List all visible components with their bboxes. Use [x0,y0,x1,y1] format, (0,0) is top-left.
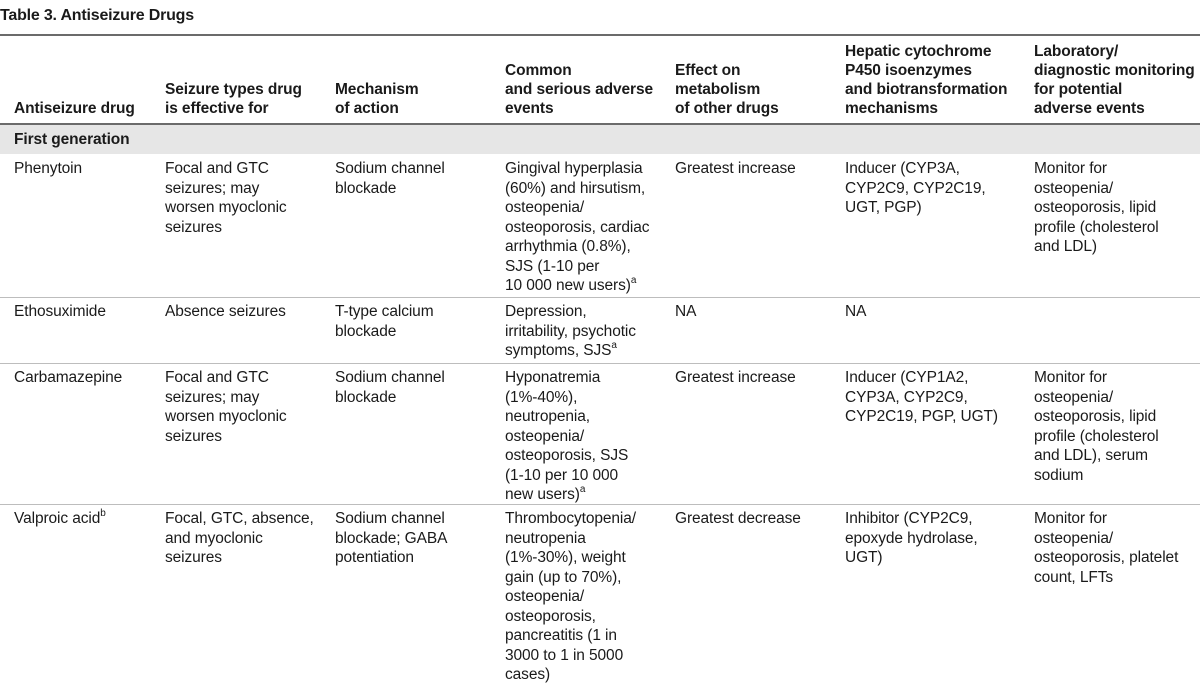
cell-line [14,509,106,529]
adverse-events-cell [505,302,636,361]
metabolism-effect-cell [675,368,796,388]
column-header [335,80,419,118]
seizure-types-cell [165,509,314,568]
cell-text: blockade; GABA [335,529,448,547]
cell-text: osteopenia/ [1034,388,1114,406]
cell-text: CYP3A, CYP2C9, [845,388,968,406]
cell-text: Greatest increase [675,369,796,386]
table-caption: Table 3. Antiseizure Drugs [0,7,194,24]
cell-line [165,218,287,238]
cell-text: Inhibitor (CYP2C9, [845,510,973,527]
cell-line [1034,548,1178,568]
cell-line [505,626,636,646]
cell-line [505,485,628,505]
cell-line [1034,218,1159,238]
footnote-marker: a [579,483,586,495]
cell-line [505,466,628,486]
cell-text: Monitor for [1034,160,1107,177]
cell-line [845,198,986,218]
cell-text: osteopenia/ [1034,179,1114,197]
adverse-events-cell [505,159,649,296]
cell-text: cases) [505,666,551,683]
footnote-marker: b [100,507,106,519]
cell-line [845,368,998,388]
cell-line [165,407,287,427]
cell-text: seizures [165,218,222,236]
cell-text: worsen myoclonic [165,199,287,216]
cell-line [675,509,801,529]
cell-text: Focal and GTC [165,369,269,386]
column-header-line: of other drugs [675,100,779,117]
cell-line [505,237,649,257]
adverse-events-cell [505,368,628,505]
cell-line [335,179,445,199]
cell-text: profile (cholesterol [1034,218,1159,236]
cell-text: Sodium channel [335,369,445,386]
cell-line [165,529,314,549]
column-header-line: Effect on [675,62,741,79]
cell-line [505,276,649,296]
cell-text: CYP2C19, PGP, UGT) [845,408,998,425]
column-header-line: Mechanism [335,81,419,98]
row-divider [0,297,1200,298]
cell-text: irritability, psychotic [505,322,636,340]
cell-text: osteopenia/ [1034,529,1114,547]
cell-line [1034,159,1159,179]
cell-line [505,446,628,466]
seizure-types-cell [165,368,287,446]
cell-text: (1-10 per 10 000 [505,466,619,484]
cell-text: CYP2C9, CYP2C19, [845,179,986,197]
cell-text: Valproic acid [14,510,101,527]
cell-text: Monitor for [1034,369,1107,386]
cell-line [335,159,445,179]
cell-text: blockade [335,388,397,406]
cell-text: epoxyde hydrolase, [845,529,978,547]
cell-line [165,198,287,218]
column-header-line: Antiseizure drug [14,100,135,117]
cell-line [505,179,649,199]
cell-line [675,159,796,179]
cell-line [505,407,628,427]
cell-text: osteoporosis, SJS [505,447,629,464]
cell-text: SJS (1-10 per [505,257,600,275]
cell-line [165,302,286,322]
cell-line [1034,407,1159,427]
column-header-line: and serious adverse [505,81,654,98]
cell-line [1034,237,1159,257]
cell-text: and LDL), serum [1034,447,1148,464]
cell-text: UGT, PGP) [845,199,922,216]
lab-monitoring-cell [1034,368,1159,485]
cell-line [845,509,978,529]
cell-text: osteoporosis, [505,607,596,625]
cell-line [505,368,628,388]
cell-line [675,302,696,322]
cell-text: Carbamazepine [14,369,123,386]
cyp450-cell [845,159,986,218]
cell-line [165,509,314,529]
cell-text: and myoclonic [165,529,263,547]
column-header-line: metabolism [675,81,761,98]
cell-line [1034,509,1178,529]
column-header-line: is effective for [165,100,269,117]
row-divider [0,363,1200,364]
cell-text: potentiation [335,549,414,566]
cell-text: seizures [165,549,222,566]
cell-line [675,368,796,388]
cell-line [505,198,649,218]
cell-line [1034,568,1178,588]
mechanism-cell [335,159,445,198]
cell-text: osteopenia/ [505,427,585,445]
cell-text: NA [675,303,697,320]
cell-text: seizures; may [165,179,260,197]
cell-line [505,388,628,408]
cell-text: UGT) [845,549,883,566]
section-label: First generation [14,131,130,148]
seizure-types-cell [165,159,287,237]
cell-line [845,407,998,427]
column-header [845,42,1007,118]
cell-text: Inducer (CYP3A, [845,160,960,177]
cell-text: blockade [335,322,397,340]
cell-line [1034,179,1159,199]
drug-cell [14,302,106,322]
column-header [1034,42,1195,118]
cell-text: osteopenia/ [505,199,585,216]
column-header [505,61,653,118]
metabolism-effect-cell [675,159,796,179]
cell-line [845,548,978,568]
column-header-line: Hepatic cytochrome [845,43,992,60]
cell-text: and LDL) [1034,238,1097,255]
cell-text: neutropenia [505,529,586,547]
adverse-events-cell [505,509,636,685]
drug-cell [14,509,106,529]
cell-line [165,388,287,408]
cell-line [845,159,986,179]
cell-line [165,548,314,568]
cell-text: osteopenia/ [505,588,585,605]
cell-line [335,548,447,568]
cell-line [505,587,636,607]
cell-text: Gingival hyperplasia [505,160,643,177]
cell-line [1034,446,1159,466]
cell-line [505,427,628,447]
column-header [14,99,135,118]
column-header-line: adverse events [1034,100,1145,117]
cell-text: Greatest decrease [675,510,801,527]
cell-text: osteoporosis, cardiac [505,218,650,236]
cell-text: seizures; may [165,388,260,406]
cyp450-cell [845,368,998,427]
cell-text: neutropenia, [505,408,590,425]
cell-line [165,427,287,447]
lab-monitoring-cell [1034,509,1178,587]
cell-line [845,529,978,549]
column-header-line: P450 isoenzymes [845,62,972,79]
cell-text: Sodium channel [335,510,445,527]
cell-text: Hyponatremia [505,369,601,386]
column-header-line: and biotransformation [845,81,1008,98]
column-header [165,80,302,118]
footnote-marker: a [630,274,637,286]
cell-line [14,368,122,388]
cell-line [335,302,434,322]
cell-line [1034,368,1159,388]
cell-text: count, LFTs [1034,568,1114,586]
lab-monitoring-cell [1034,159,1159,257]
cell-text: Monitor for [1034,510,1107,527]
cell-text: osteoporosis, lipid [1034,408,1157,425]
cyp450-cell [845,509,978,568]
column-header-line: Seizure types drug [165,81,302,98]
cell-line [505,218,649,238]
mechanism-cell [335,509,447,568]
cell-line [505,341,636,361]
cell-text: symptoms, SJS [505,342,612,359]
mechanism-cell [335,302,434,341]
cell-text: seizures [165,427,222,445]
cell-text: NA [845,303,867,320]
cell-line [505,159,649,179]
mechanism-cell [335,368,445,407]
seizure-types-cell [165,302,286,322]
cell-text: osteoporosis, platelet [1034,549,1179,566]
cell-line [1034,198,1159,218]
cell-text: gain (up to 70%), [505,568,622,586]
section-band [0,125,1200,154]
cell-line [335,368,445,388]
column-header [675,61,779,118]
cell-text: worsen myoclonic [165,408,287,425]
cell-line [14,302,106,322]
column-header-line: Common [505,62,572,79]
cell-text: Greatest increase [675,160,796,177]
cell-line [505,257,649,277]
column-header-line: of action [335,100,399,117]
cell-line [505,509,636,529]
cell-text: 3000 to 1 in 5000 [505,646,624,664]
cell-text: profile (cholesterol [1034,427,1159,445]
cell-line [1034,466,1159,486]
cell-line [845,302,866,322]
cell-line [1034,427,1159,447]
cell-text: Depression, [505,303,587,320]
cell-text: T-type calcium [335,303,434,320]
cell-text: new users) [505,486,580,503]
cell-line [505,529,636,549]
column-header-line: mechanisms [845,100,938,117]
cell-text: (1%-30%), weight [505,549,626,566]
cell-text: Thrombocytopenia/ [505,510,636,527]
cell-text: Phenytoin [14,160,83,177]
cell-text: Inducer (CYP1A2, [845,369,969,386]
cell-text: sodium [1034,466,1084,484]
cell-line [505,548,636,568]
cell-line [505,646,636,666]
cell-text: Absence seizures [165,303,286,320]
cell-line [335,509,447,529]
cell-text: pancreatitis (1 in [505,627,617,644]
cell-text: Focal, GTC, absence, [165,510,314,527]
cell-line [165,368,287,388]
cell-text: (60%) and hirsutism, [505,179,646,197]
metabolism-effect-cell [675,509,801,529]
cell-line [1034,529,1178,549]
column-header-line: events [505,100,554,117]
cell-line [165,159,287,179]
cell-text: osteoporosis, lipid [1034,199,1157,216]
cell-text: Sodium channel [335,160,445,177]
cell-line [845,388,998,408]
footnote-marker: a [611,339,617,351]
cell-text: 10 000 new users) [505,277,631,294]
cell-line [505,568,636,588]
cyp450-cell [845,302,866,322]
cell-line [505,302,636,322]
column-header-line: for potential [1034,81,1123,98]
cell-line [505,607,636,627]
cell-text: Focal and GTC [165,160,269,177]
drug-cell [14,159,82,179]
column-header-line: Laboratory/ [1034,43,1119,60]
cell-line [14,159,82,179]
cell-line [335,322,434,342]
cell-text: blockade [335,179,397,197]
column-header-line: diagnostic monitoring [1034,62,1195,79]
table-top-rule [0,34,1200,36]
cell-text: (1%-40%), [505,388,578,406]
metabolism-effect-cell [675,302,696,322]
cell-line [335,388,445,408]
cell-text: arrhythmia (0.8%), [505,238,631,255]
cell-line [1034,388,1159,408]
cell-line [165,179,287,199]
cell-line [335,529,447,549]
cell-line [845,179,986,199]
drug-cell [14,368,122,388]
cell-text: Ethosuximide [14,303,106,320]
cell-line [505,322,636,342]
